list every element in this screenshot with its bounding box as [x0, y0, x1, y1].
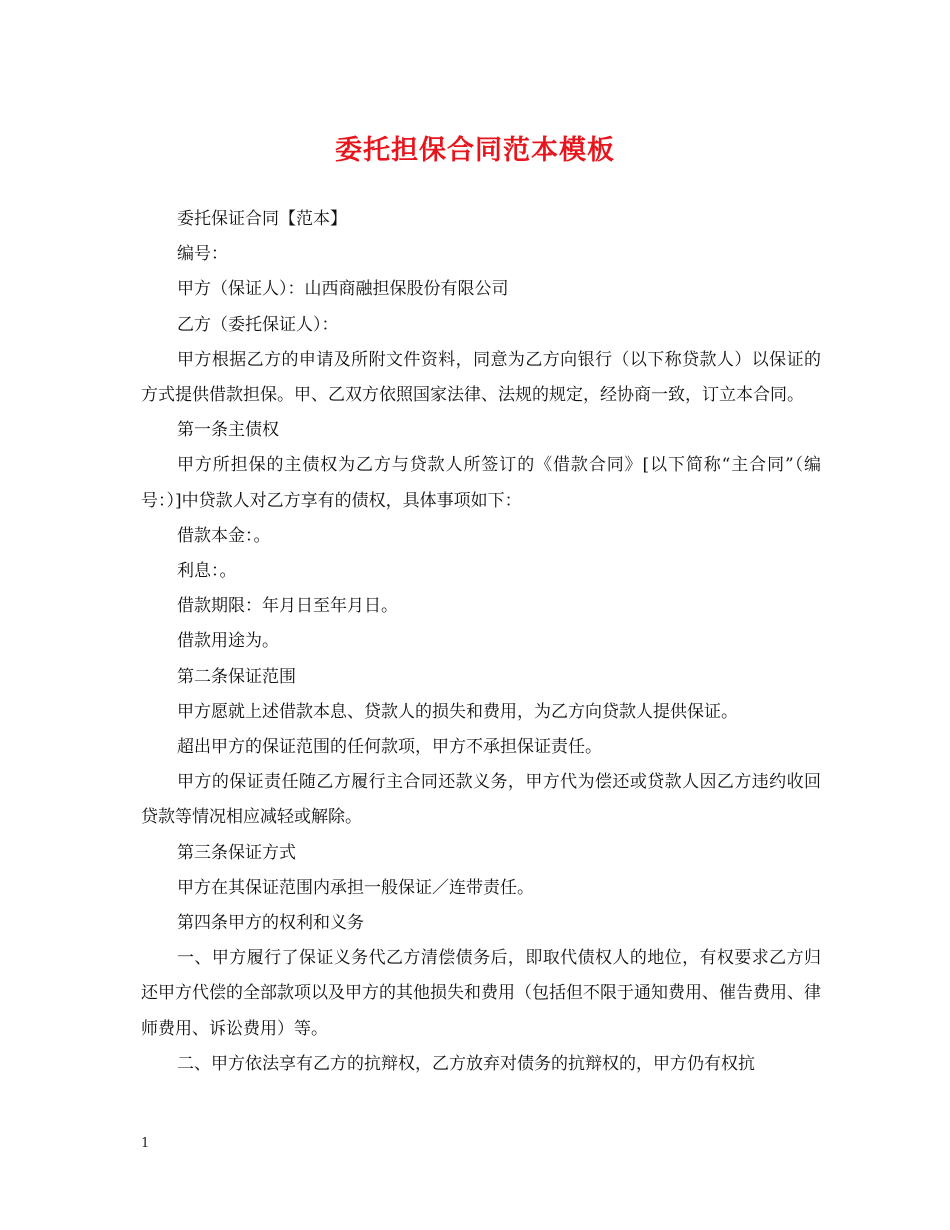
paragraph: 一、甲方履行了保证义务代乙方清偿债务后，即取代债权人的地位，有权要求乙方归还甲方代偿的全部款项以及甲方的其他损失和费用（包括但不限于通知费用、催告费用、律师费用、诉讼费用）等。 — [141, 948, 821, 1039]
document-body — [141, 202, 821, 1082]
paragraph: 委托保证合同【范本】 — [177, 209, 347, 229]
paragraph: 甲方所担保的主债权为乙方与贷款人所签订的《借款合同》[以下简称“主合同”（编号：）]中贷款人对乙方享有的债权，具体事项如下： — [141, 455, 821, 511]
paragraph: 甲方（保证人）：山西商融担保股份有限公司 — [177, 279, 509, 300]
paragraph: 乙方（委托保证人）： — [177, 314, 339, 335]
paragraph: 超出甲方的保证范围的任何款项，甲方不承担保证责任。 — [177, 737, 602, 758]
paragraph: 甲方的保证责任随乙方履行主合同还款义务，甲方代为偿还或贷款人因乙方违约收回贷款等情况相应减轻或解除。 — [141, 772, 821, 828]
paragraph: 借款期限：年月日至年月日。 — [177, 596, 398, 617]
page-number: 1 — [141, 1136, 150, 1151]
paragraph: 甲方愿就上述借款本息、贷款人的损失和费用，为乙方向贷款人提供保证。 — [177, 701, 738, 722]
section-heading: 第四条甲方的权利和义务 — [177, 913, 364, 934]
paragraph: 二、甲方依法享有乙方的抗辩权，乙方放弃对债务的抗辩权的，甲方仍有权抗 — [177, 1053, 755, 1074]
section-heading: 第一条主债权 — [177, 420, 279, 441]
paragraph: 甲方根据乙方的申请及所附文件资料，同意为乙方向银行（以下称贷款人）以保证的方式提供借款担保。甲、乙双方依照国家法律、法规的规定，经协商一致，订立本合同。 — [141, 349, 821, 406]
paragraph: 甲方在其保证范围内承担一般保证／连带责任。 — [177, 877, 534, 898]
paragraph: 借款用途为。 — [177, 631, 279, 652]
paragraph: 借款本金：。 — [177, 525, 271, 546]
section-heading: 第三条保证方式 — [177, 842, 296, 863]
paragraph: 编号： — [177, 244, 228, 265]
section-heading: 第二条保证范围 — [177, 666, 296, 687]
paragraph: 利息：。 — [177, 561, 237, 582]
document-title: 委托担保合同范本模板 — [335, 135, 615, 166]
